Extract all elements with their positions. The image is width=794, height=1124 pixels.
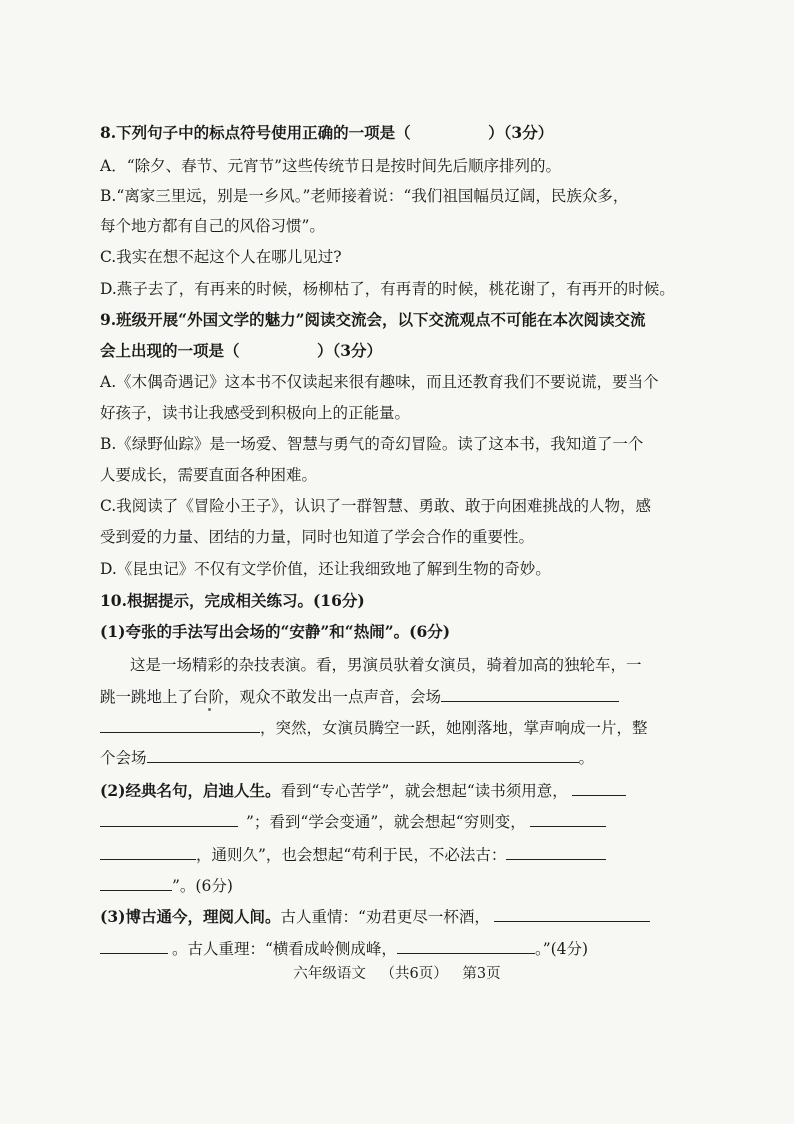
q9-option-a-line2: 好孩子，读书让我感受到积极向上的正能量。: [100, 404, 411, 422]
answer-blank[interactable]: [506, 843, 606, 860]
q10-part1-line2: [100, 685, 700, 708]
q10-part1-line4-end: 。: [578, 749, 595, 767]
q10-stem: 10.根据提示，完成相关练习。(16分): [100, 591, 365, 610]
q9-option-c-line2: 受到爱的力量、团结的力量，同时也知道了学会合作的重要性。: [100, 528, 535, 546]
q10-part2-title: (2)经典名句，启迪人生。: [100, 781, 281, 800]
q10-part3-line2-end: 。”(4分): [534, 940, 589, 958]
q10-part1-line4: [100, 746, 700, 769]
q8-option-a: A．“除夕、春节、元宵节”这些传统节日是按时间先后顺序排列的。: [100, 157, 562, 175]
q10-part3-line2: [100, 937, 700, 960]
answer-blank[interactable]: [397, 937, 535, 954]
answer-blank[interactable]: [100, 874, 172, 891]
footer-total-pages: （共6页）: [380, 966, 448, 982]
q9-option-c-line1: C.我阅读了《冒险小王子》，认识了一群智慧、勇敢、敢于向困难挑战的人物，感: [100, 497, 651, 515]
q10-part2-line3: [100, 843, 700, 866]
q10-part1-line4-text: 个会场: [100, 749, 147, 767]
q8-option-c: C.我实在想不起这个人在哪儿见过?: [100, 248, 342, 266]
answer-blank[interactable]: [494, 905, 650, 922]
q10-part1-title: (1)夸张的手法写出会场的“安静”和“热闹”。(6分): [100, 622, 451, 641]
q8-stem: 8.下列句子中的标点符号使用正确的一项是（ ）（3分）: [100, 123, 554, 142]
q10-part2-line2: [100, 810, 700, 833]
q9-option-b-line1: B.《绿野仙踪》是一场爱、智慧与勇气的奇幻冒险。读了这本书，我知道了一个: [100, 435, 644, 453]
q8-option-d: D.燕子去了，有再来的时候，杨柳枯了，有再青的时候，桃花谢了，有再开的时候。: [100, 280, 675, 298]
answer-blank[interactable]: [100, 716, 260, 733]
answer-blank[interactable]: [147, 746, 579, 763]
q9-option-a-line1: A.《木偶奇遇记》这本书不仅读起来很有趣味，而且还教育我们不要说谎，要当个: [100, 373, 659, 391]
q10-part2-line1: [100, 779, 700, 802]
q10-part2-line2-text: ”；看到“学会变通”，就会想起“穷则变，: [246, 813, 526, 831]
answer-blank[interactable]: [441, 685, 619, 702]
q9-option-d: D.《昆虫记》不仅有文学价值，还让我细致地了解到生物的奇妙。: [100, 560, 551, 578]
q9-stem-line2: 会上出现的一项是（ ）（3分）: [100, 341, 383, 360]
q10-part3-line1-text: 古人重情：“劝君更尽一杯酒，: [280, 908, 490, 926]
q9-stem-line1: 9.班级开展“外国文学的魅力”阅读交流会，以下交流观点不可能在本次阅读交流: [100, 310, 646, 329]
q10-part1-line3-text: ，突然，女演员腾空一跃，她刚落地，掌声响成一片，整: [260, 719, 648, 737]
q10-part1-line2-text: 跳一跳地上了台阶，观众不敢发出一点声音，会场: [100, 688, 442, 706]
q10-part2-line4: [100, 874, 700, 897]
q9-option-b-line2: 人要成长，需要直面各种困难。: [100, 466, 318, 484]
q10-part3-title: (3)博古通今，理阅人间。: [100, 907, 281, 926]
q10-part3-line2-text: 。古人重理：“横看成岭侧成峰，: [172, 940, 397, 958]
q10-part3-line1: [100, 905, 700, 928]
answer-blank[interactable]: [100, 843, 196, 860]
q10-part1-line1: 这是一场精彩的杂技表演。看，男演员驮着女演员，骑着加高的独轮车，一: [130, 656, 642, 674]
stray-mark: [208, 708, 211, 711]
answer-blank[interactable]: [572, 779, 626, 796]
q10-part2-line4-text: ”。(6分): [172, 877, 233, 895]
answer-blank[interactable]: [100, 810, 238, 827]
q10-part2-line1-text: 看到“专心苦学”，就会想起“读书须用意，: [280, 782, 568, 800]
footer-page-number: 第3页: [462, 966, 501, 982]
answer-blank[interactable]: [530, 810, 606, 827]
q8-option-b-line1: B.“离家三里远，别是一乡风。”老师接着说：“我们祖国幅员辽阔，民族众多，: [100, 187, 629, 205]
page-footer: [0, 964, 794, 984]
q10-part2-line3-text: ，通则久”，也会想起“苟利于民，不必法古：: [196, 846, 507, 864]
q8-option-b-line2: 每个地方都有自己的风俗习惯”。: [100, 217, 325, 235]
answer-blank[interactable]: [100, 937, 168, 954]
footer-subject: 六年级语文: [293, 966, 366, 982]
q10-part1-line3: [100, 716, 700, 739]
